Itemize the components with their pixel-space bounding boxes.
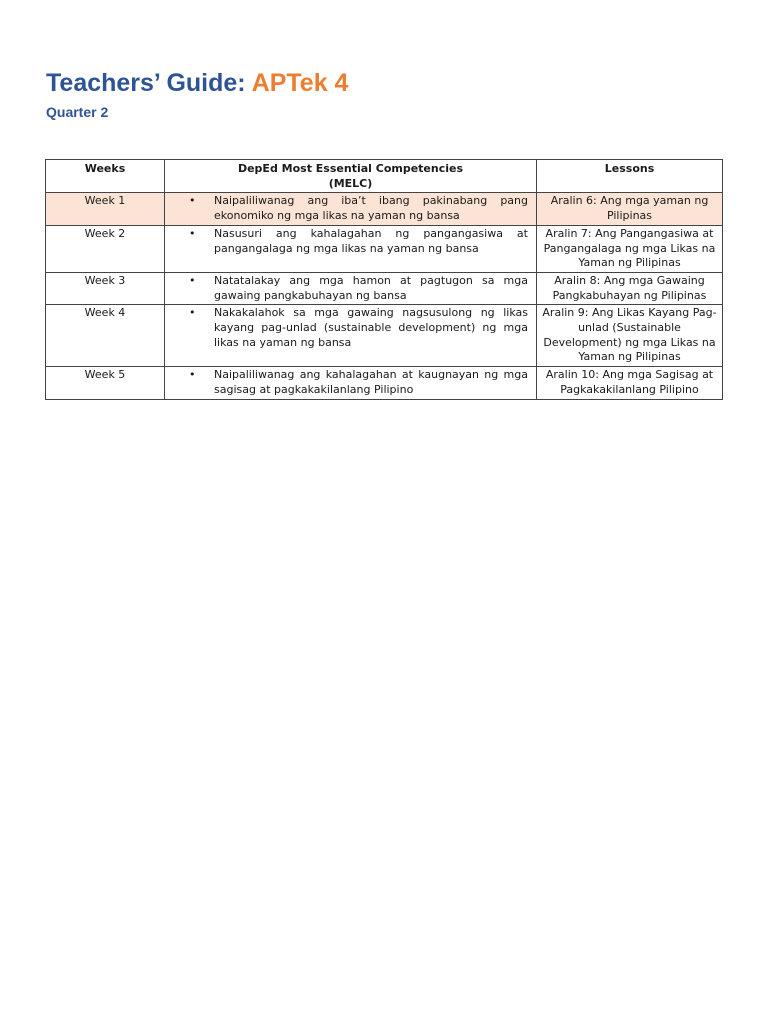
table-row-week-2 [46, 225, 723, 272]
week-cell: Week 5 [46, 367, 165, 399]
table-row-week-1 [46, 193, 723, 225]
table-row-week-3 [46, 272, 723, 304]
competency-cell [165, 367, 537, 399]
bullet-icon: • [189, 368, 196, 382]
competency-cell [165, 193, 537, 225]
table-header-row [46, 160, 723, 193]
bullet-icon: • [189, 226, 196, 240]
lesson-cell: Aralin 7: Ang Pangangasiwa at Pangangalaga ng mga Likas na Yaman ng Pilipinas [537, 225, 723, 272]
competency-table [45, 159, 723, 400]
competency-text: Naipaliliwanag ang kahalagahan at kaugnayan ng mga sagisag at pagkakakilanlang Pilipino [214, 368, 528, 396]
quarter-subtitle: Quarter 2 [46, 104, 109, 120]
competency-cell [165, 305, 537, 367]
lesson-cell: Aralin 8: Ang mga Gawaing Pangkabuhayan ng Pilipinas [537, 272, 723, 304]
header-competencies-line1: DepEd Most Essential Competencies [237, 162, 464, 175]
competency-text: Natatalakay ang mga hamon at pagtugon sa mga gawaing pangkabuhayan ng bansa [214, 273, 528, 302]
page-title [46, 66, 348, 100]
header-lessons: Lessons [537, 160, 723, 193]
header-weeks: Weeks [46, 160, 165, 193]
competency-cell [165, 272, 537, 304]
title-subject: APTek 4 [251, 69, 349, 97]
lesson-cell: Aralin 10: Ang mga Sagisag at Pagkakakilanlang Pilipino [537, 367, 723, 399]
bullet-icon: • [189, 273, 196, 287]
competency-text: Nakakalahok sa mga gawaing nagsusulong ng likas kayang pag-unlad (sustainable development) ng mga likas na yaman ng bansa [214, 306, 528, 349]
table-row-week-4 [46, 305, 723, 367]
header-competencies-line2: (MELC) [328, 176, 373, 190]
competency-text: Naipaliliwanag ang iba’t ibang pakinabang pang ekonomiko ng mga likas na yaman ng bansa [214, 194, 528, 223]
title-main: Teachers’ Guide: [46, 69, 252, 97]
bullet-icon: • [189, 306, 196, 320]
week-cell: Week 3 [46, 272, 165, 304]
table-row-week-5 [46, 367, 723, 399]
week-cell: Week 2 [46, 225, 165, 272]
lesson-cell: Aralin 6: Ang mga yaman ng Pilipinas [537, 193, 723, 225]
header-competencies [165, 160, 537, 193]
bullet-icon: • [189, 194, 196, 208]
week-cell: Week 1 [46, 193, 165, 225]
competency-text: Nasusuri ang kahalagahan ng pangangasiwa at pangangalaga ng mga likas na yaman ng bansa [214, 226, 528, 255]
week-cell: Week 4 [46, 305, 165, 367]
competency-cell [165, 225, 537, 272]
lesson-cell: Aralin 9: Ang Likas Kayang Pag-unlad (Sustainable Development) ng mga Likas na Yaman ng Pilipinas [537, 305, 723, 367]
